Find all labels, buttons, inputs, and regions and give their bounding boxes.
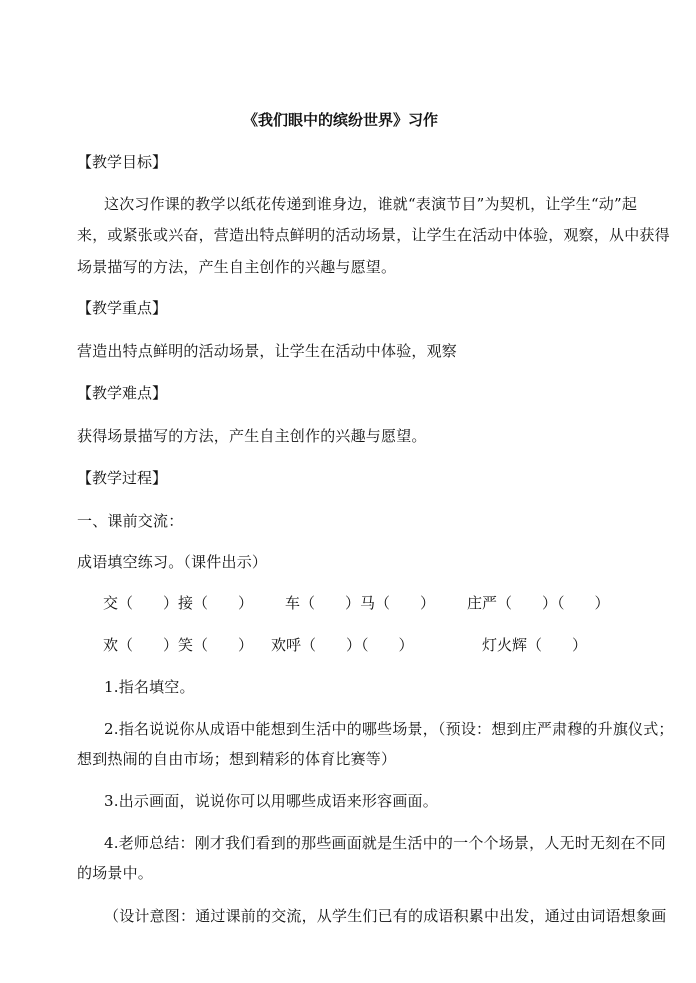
idiom-1: 交（ ）接（ ） <box>103 594 254 612</box>
key-text: 营造出特点鲜明的活动场景，让学生在活动中体验，观察 <box>77 342 458 360</box>
key-heading: 【教学重点】 <box>77 299 168 317</box>
goal-line-3: 场景描写的方法，产生自主创作的兴趣与愿望。 <box>77 258 397 276</box>
item-4-line-2: 的场景中。 <box>77 864 154 882</box>
item-2-line-2: 想到热闹的自由市场；想到精彩的体育比赛等） <box>77 750 397 768</box>
idiom-6: 灯火辉（ ） <box>482 636 588 654</box>
process-heading: 【教学过程】 <box>77 469 168 487</box>
difficult-text: 获得场景描写的方法，产生自主创作的兴趣与愿望。 <box>77 427 427 445</box>
page-title: 《我们眼中的缤纷世界》习作 <box>243 111 439 129</box>
difficult-heading: 【教学难点】 <box>77 384 168 402</box>
item-4-line-1: 4.老师总结：刚才我们看到的那些画面就是生活中的一个个场景，人无时无刻在不同 <box>104 834 666 852</box>
exercise-line: 成语填空练习。（课件出示） <box>77 553 268 571</box>
item-2-line-1: 2.指名说说你从成语中能想到生活中的哪些场景，（预设：想到庄严肃穆的升旗仪式； <box>104 720 674 738</box>
idiom-3: 庄严（ ）（ ） <box>467 594 610 612</box>
item-1: 1.指名填空。 <box>104 678 195 696</box>
idiom-2: 车（ ）马（ ） <box>285 594 436 612</box>
goal-line-2: 来，或紧张或兴奋，营造出特点鲜明的活动场景，让学生在活动中体验，观察，从中获得 <box>77 226 670 244</box>
goal-line-1: 这次习作课的教学以纸花传递到谁身边，谁就“表演节目”为契机，让学生“动”起 <box>104 195 638 213</box>
goal-heading: 【教学目标】 <box>77 153 168 171</box>
step-one: 一、课前交流： <box>77 512 184 530</box>
idiom-4: 欢（ ）笑（ ） <box>103 636 254 654</box>
design-intent: （设计意图：通过课前的交流，从学生们已有的成语积累中出发，通过由词语想象画 <box>104 907 667 925</box>
item-3: 3.出示画面，说说你可以用哪些成语来形容画面。 <box>104 792 438 810</box>
idiom-5: 欢呼（ ）（ ） <box>271 636 414 654</box>
